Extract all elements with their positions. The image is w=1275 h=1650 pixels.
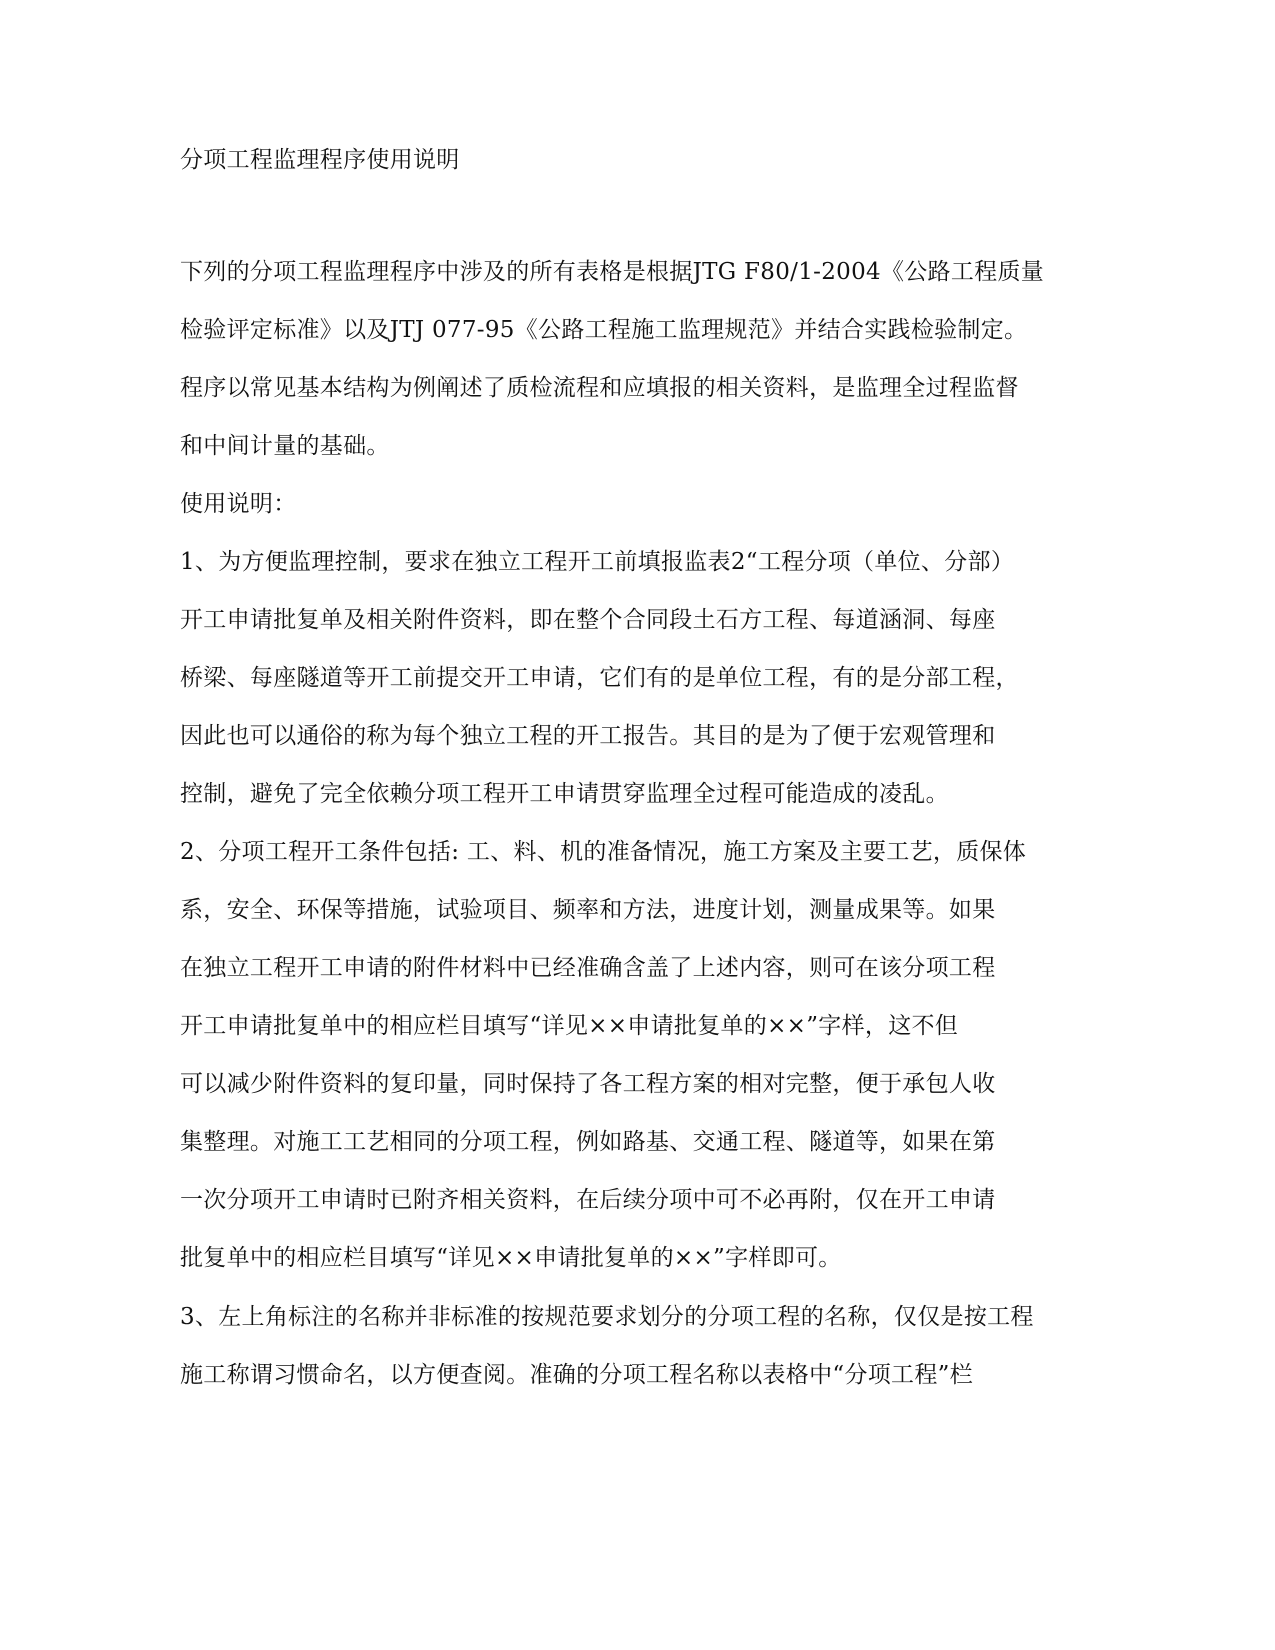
text-line: 开工申请批复单中的相应栏目填写“详见××申请批复单的××”字样，这不但	[180, 1013, 959, 1039]
document-title: 分项工程监理程序使用说明	[180, 147, 460, 173]
text-line: 施工称谓习惯命名，以方便查阅。准确的分项工程名称以表格中“分项工程”栏	[180, 1362, 974, 1388]
text-line: 可以减少附件资料的复印量，同时保持了各工程方案的相对完整，便于承包人收	[180, 1071, 996, 1097]
text-line: 3、左上角标注的名称并非标准的按规范要求划分的分项工程的名称，仅仅是按工程	[180, 1304, 1034, 1330]
text-line: 因此也可以通俗的称为每个独立工程的开工报告。其目的是为了便于宏观管理和	[180, 723, 996, 749]
section-heading: 使用说明：	[180, 491, 297, 517]
text-line: 检验评定标准》以及JTJ 077-95《公路工程施工监理规范》并结合实践检验制定。	[180, 317, 1028, 343]
text-line: 1、为方便监理控制，要求在独立工程开工前填报监表2“工程分项（单位、分部）	[180, 549, 1015, 575]
text-line: 桥梁、每座隧道等开工前提交开工申请，它们有的是单位工程，有的是分部工程，	[180, 665, 1019, 691]
text-line: 2、分项工程开工条件包括: 工、料、机的准备情况，施工方案及主要工艺，质保体	[180, 839, 1027, 865]
text-line: 集整理。对施工工艺相同的分项工程，例如路基、交通工程、隧道等，如果在第	[180, 1129, 996, 1155]
text-line: 在独立工程开工申请的附件材料中已经准确含盖了上述内容，则可在该分项工程	[180, 955, 996, 981]
text-line: 批复单中的相应栏目填写“详见××申请批复单的××”字样即可。	[180, 1245, 842, 1271]
text-line: 开工申请批复单及相关附件资料，即在整个合同段土石方工程、每道涵洞、每座	[180, 607, 996, 633]
text-line: 一次分项开工申请时已附齐相关资料，在后续分项中可不必再附，仅在开工申请	[180, 1187, 996, 1213]
text-line: 和中间计量的基础。	[180, 433, 390, 459]
text-line: 系，安全、环保等措施，试验项目、频率和方法，进度计划，测量成果等。如果	[180, 897, 996, 923]
text-line: 程序以常见基本结构为例阐述了质检流程和应填报的相关资料，是监理全过程监督	[180, 375, 1019, 401]
text-line: 控制，避免了完全依赖分项工程开工申请贯穿监理全过程可能造成的凌乱。	[180, 781, 949, 807]
text-line: 下列的分项工程监理程序中涉及的所有表格是根据JTG F80/1-2004《公路工程质量	[180, 259, 1045, 285]
